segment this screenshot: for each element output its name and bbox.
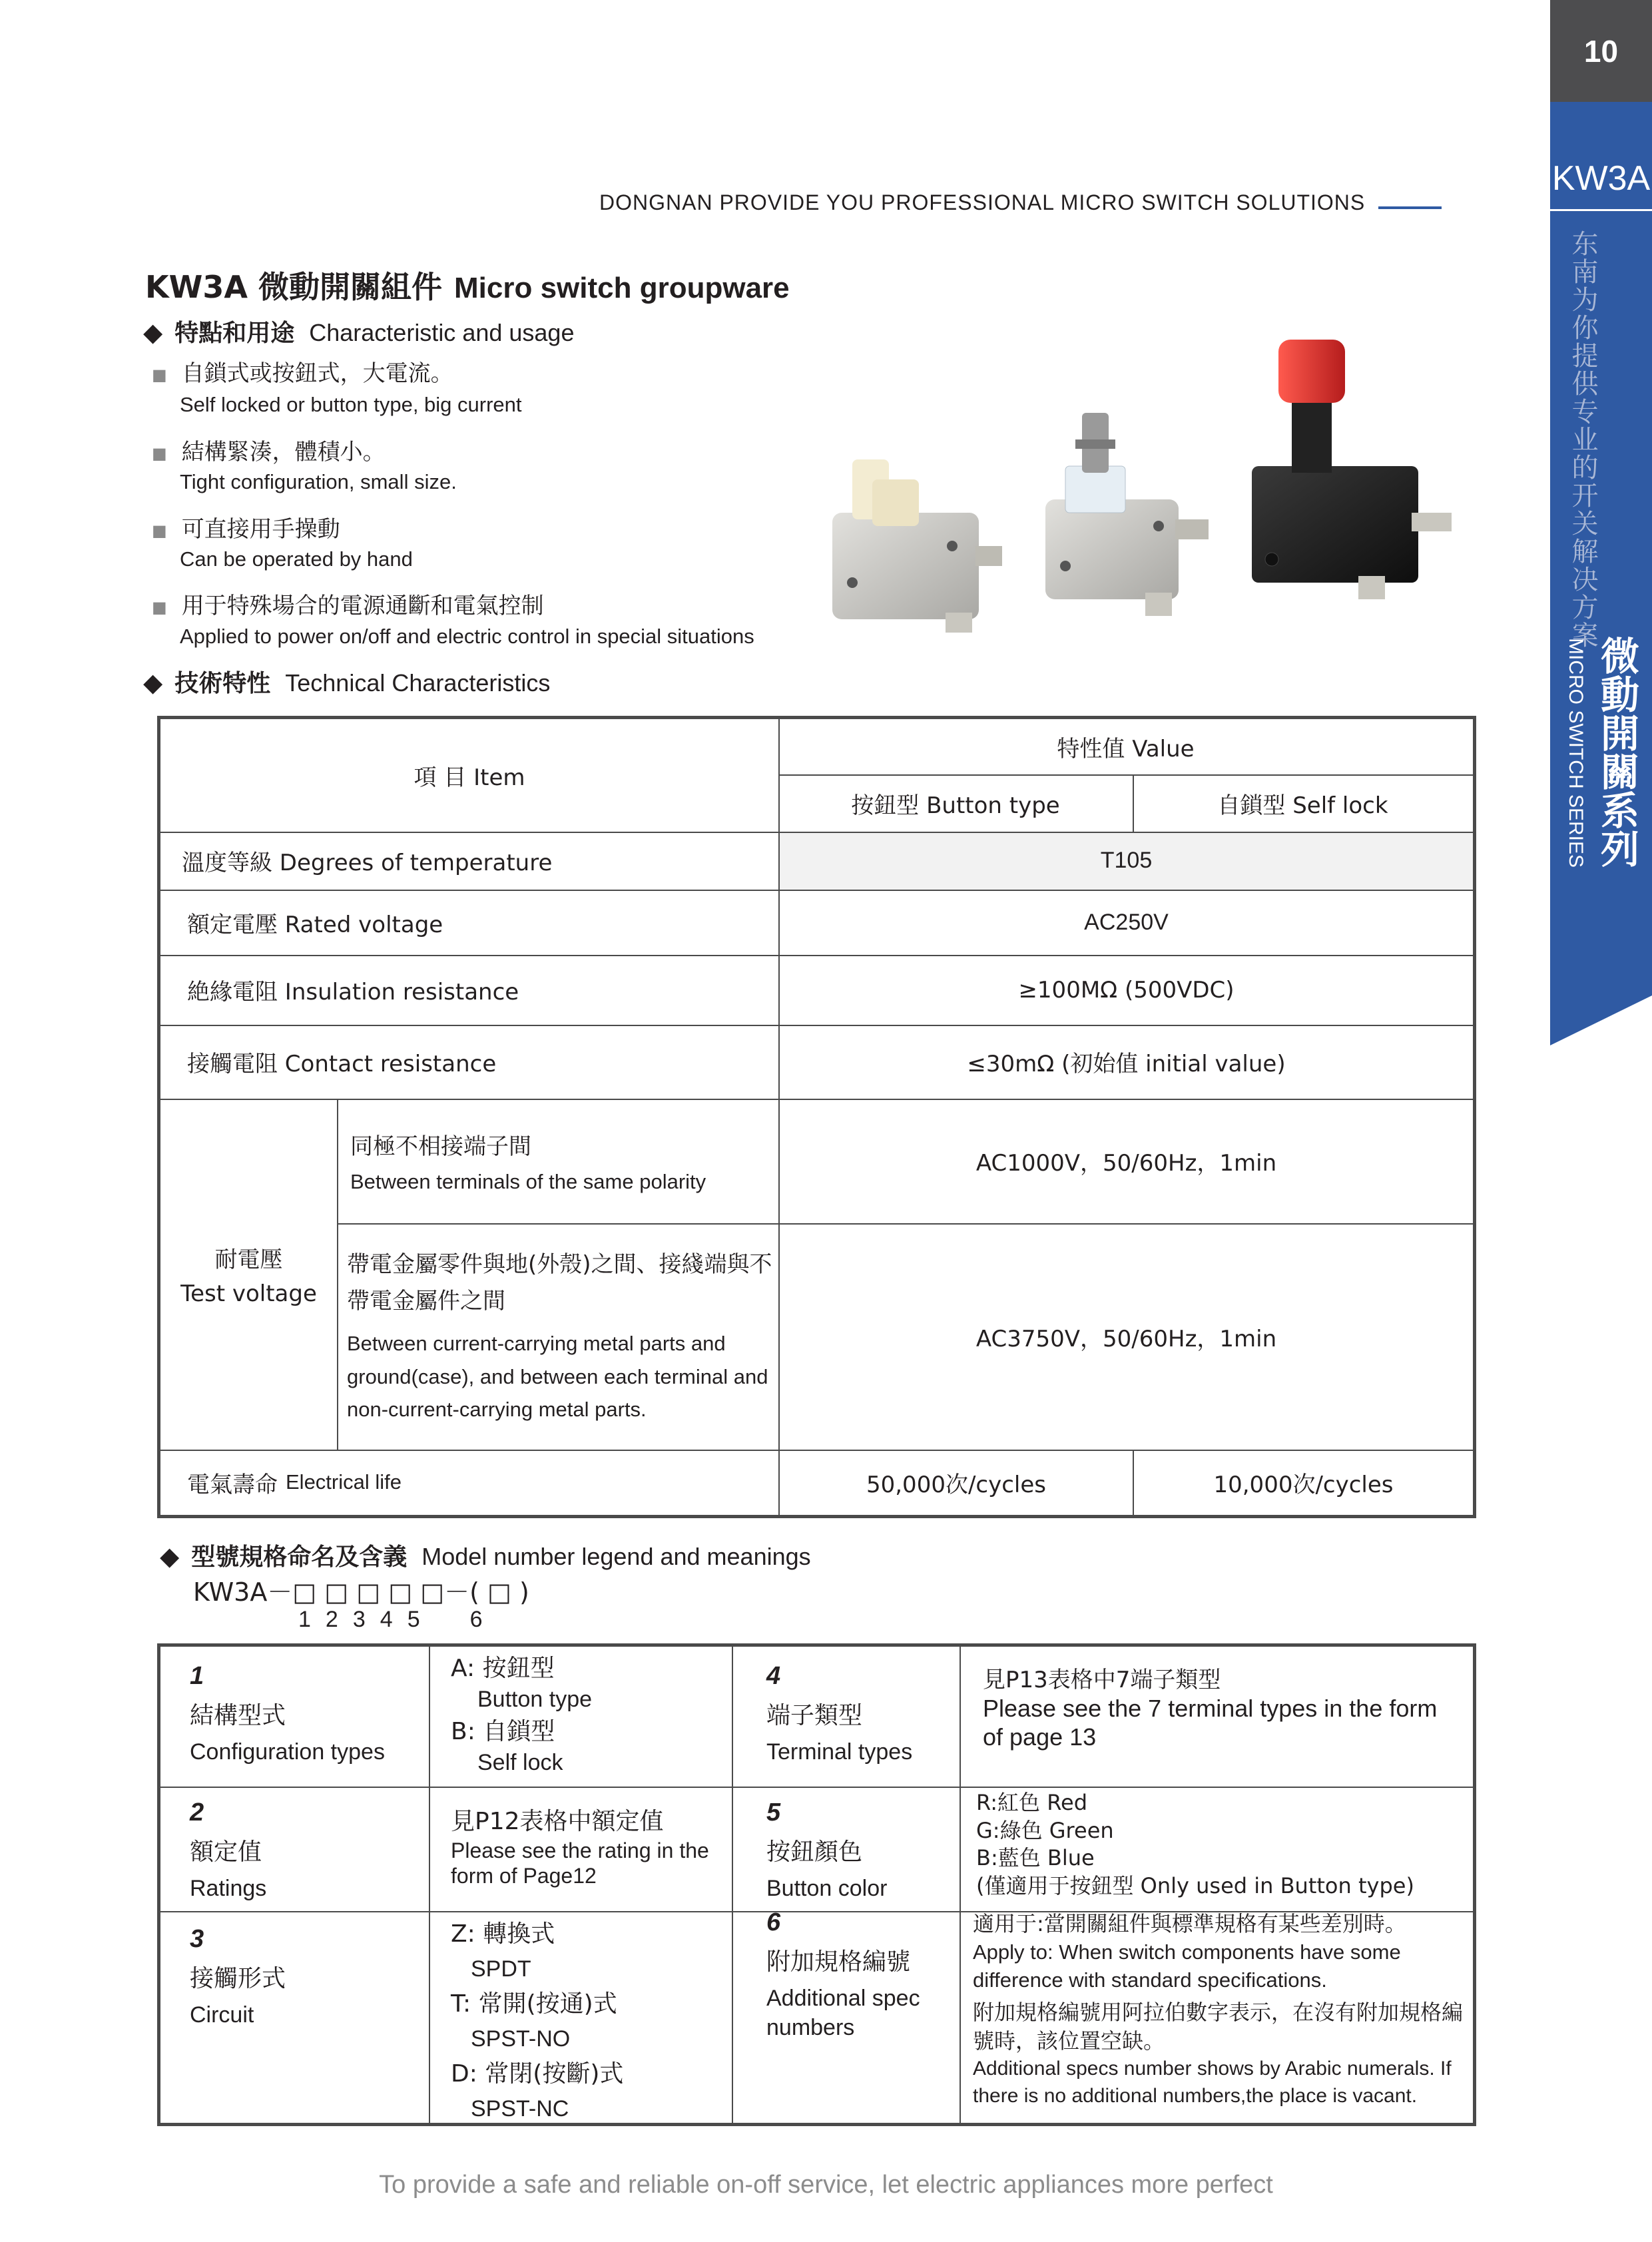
grid-line bbox=[337, 1099, 338, 1450]
legend-number: 6 bbox=[766, 1908, 781, 1936]
button-type-header: 按鈕型 Button type bbox=[851, 792, 1060, 819]
model-index: 2 bbox=[325, 1607, 338, 1632]
side-series-cn: 微動開關系列 bbox=[1594, 636, 1639, 868]
item-header: 項 目 Item bbox=[413, 764, 525, 791]
diamond-icon: ◆ bbox=[143, 318, 163, 347]
feature-item bbox=[152, 355, 453, 388]
feature-en: Applied to power on/off and electric control in special situations bbox=[180, 625, 754, 648]
legend-en: Configuration types bbox=[190, 1739, 385, 1765]
model-index: 3 bbox=[352, 1607, 366, 1632]
legend-item-2 bbox=[190, 1797, 423, 1903]
legend-colors-5 bbox=[976, 1789, 1469, 1900]
footer-slogan: To provide a safe and reliable on-off service, let electric appliances more perfect bbox=[379, 2171, 1273, 2199]
page-number: 10 bbox=[1550, 0, 1652, 102]
rating-en: Please see the rating in the form of Page12 bbox=[451, 1838, 709, 1888]
same-polarity-label bbox=[350, 1099, 776, 1223]
feature-cn: 用于特殊場合的電源通斷和電氣控制 bbox=[181, 593, 544, 619]
feature-item bbox=[152, 587, 544, 620]
section-en: Technical Characteristics bbox=[285, 669, 551, 697]
model-index: 4 bbox=[380, 1607, 393, 1632]
spec-en-2: Additional specs number shows by Arabic numerals. If there is no additional numbers,the place is vacant. bbox=[973, 2058, 1452, 2107]
ground-cn: 帶電金屬零件與地(外殼)之間、接綫端與不帶電金屬件之間 bbox=[347, 1251, 772, 1314]
header-slogan: DONGNAN PROVIDE YOU PROFESSIONAL MICRO SWITCH SOLUTIONS bbox=[599, 190, 1366, 214]
color-option: G:綠色 Green bbox=[976, 1817, 1114, 1843]
feature-item bbox=[152, 511, 340, 543]
spec-cn-2: 附加規格編號用阿拉伯數字表示，在沒有附加規格編號時，該位置空缺。 bbox=[973, 1999, 1464, 2054]
grid-line bbox=[960, 1647, 961, 2123]
legend-number: 1 bbox=[190, 1662, 204, 1690]
side-model-label: KW3A bbox=[1551, 159, 1651, 198]
diamond-icon: ◆ bbox=[143, 668, 163, 697]
test-voltage-label bbox=[160, 1099, 337, 1450]
legend-en: Terminal types bbox=[766, 1739, 913, 1765]
electrical-life-label bbox=[187, 1450, 773, 1515]
voltage-value: AC250V bbox=[1084, 909, 1169, 935]
square-bullet-icon: ■ bbox=[152, 521, 167, 540]
legend-text-4 bbox=[983, 1667, 1462, 1751]
legend-text-2 bbox=[451, 1807, 717, 1889]
feature-cn: 可直接用手操動 bbox=[181, 516, 340, 543]
legend-cn: 端子類型 bbox=[766, 1702, 863, 1730]
same-polarity-cn: 同極不相接端子間 bbox=[350, 1133, 531, 1160]
life-cn: 電氣壽命 bbox=[187, 1471, 278, 1498]
color-note: (僅適用于按鈕型 Only used in Button type) bbox=[976, 1872, 1414, 1898]
legend-table bbox=[157, 1643, 1476, 2126]
ground-value: AC3750V，50/60Hz，1min bbox=[975, 1325, 1277, 1352]
section-cn: 型號規格命名及含義 bbox=[191, 1543, 408, 1571]
model-index: 6 bbox=[469, 1607, 483, 1632]
option-cn: D: 常閉(按斷)式 bbox=[451, 2060, 624, 2088]
test-voltage-cn: 耐電壓 bbox=[214, 1247, 283, 1273]
model-index: 5 bbox=[407, 1607, 420, 1632]
option-cn: A: 按鈕型 bbox=[451, 1655, 555, 1682]
option-en: Button type bbox=[477, 1686, 593, 1712]
life-en: Electrical life bbox=[286, 1470, 402, 1494]
option-en: SPST-NO bbox=[471, 2026, 571, 2052]
rating-cn: 見P12表格中額定值 bbox=[451, 1808, 664, 1835]
self-lock-header: 自鎖型 Self lock bbox=[1217, 792, 1388, 819]
section-technical bbox=[143, 665, 550, 699]
legend-cn: 按鈕顏色 bbox=[766, 1838, 863, 1866]
section-cn: 特點和用途 bbox=[174, 320, 295, 347]
side-slogan-cn: 东南为你提供专业的开关解决方案 bbox=[1567, 230, 1598, 649]
option-cn: B: 自鎖型 bbox=[451, 1717, 555, 1745]
ground-label bbox=[347, 1223, 773, 1450]
page-title bbox=[145, 263, 790, 307]
spec-en-1: Apply to: When switch components have some difference with standard specifications. bbox=[973, 1940, 1401, 1992]
self-lock-switch bbox=[832, 459, 1002, 633]
legend-en: Additional spec numbers bbox=[766, 1986, 920, 2041]
legend-en: Button color bbox=[766, 1876, 888, 1902]
feature-cn: 結構緊湊，體積小。 bbox=[181, 439, 386, 465]
voltage-label: 額定電壓 Rated voltage bbox=[187, 911, 443, 938]
legend-cn: 結構型式 bbox=[190, 1702, 286, 1730]
square-bullet-icon: ■ bbox=[152, 365, 167, 384]
legend-number: 4 bbox=[766, 1662, 781, 1690]
diamond-icon: ◆ bbox=[160, 1541, 180, 1571]
model-index: 1 bbox=[298, 1607, 311, 1632]
title-cn: KW3A 微動開關組件 bbox=[145, 269, 443, 305]
legend-options-3 bbox=[451, 1916, 724, 2126]
temperature-label: 溫度等級 Degrees of temperature bbox=[182, 850, 553, 876]
contact-label: 接觸電阻 Contact resistance bbox=[187, 1051, 497, 1077]
option-cn: T: 常開(按通)式 bbox=[451, 1990, 617, 2018]
legend-cn: 額定值 bbox=[190, 1838, 262, 1866]
button-type-switch bbox=[1045, 413, 1209, 616]
temperature-value: T105 bbox=[1100, 848, 1153, 873]
option-en: SPDT bbox=[471, 1956, 531, 1982]
option-en: SPST-NC bbox=[471, 2096, 569, 2121]
legend-cn: 附加規格編號 bbox=[766, 1948, 911, 1976]
legend-options-1 bbox=[451, 1653, 724, 1777]
color-option: R:紅色 Red bbox=[976, 1790, 1088, 1815]
spec-cn-1: 適用于:當開關組件與標準規格有某些差別時。 bbox=[973, 1911, 1406, 1936]
model-code: KW3A－□ □ □ □ □－( □ ) bbox=[193, 1577, 529, 1607]
feature-cn: 自鎖式或按鈕式，大電流。 bbox=[181, 360, 453, 387]
option-cn: Z: 轉換式 bbox=[451, 1920, 555, 1948]
grid-line bbox=[429, 1647, 430, 2123]
square-bullet-icon: ■ bbox=[152, 443, 167, 463]
grid-line bbox=[732, 1647, 733, 2123]
section-model-legend bbox=[160, 1538, 811, 1572]
legend-en: Ratings bbox=[190, 1876, 267, 1902]
legend-cn: 接觸形式 bbox=[190, 1965, 286, 1993]
legend-number: 5 bbox=[766, 1799, 781, 1826]
legend-item-3 bbox=[190, 1923, 423, 2030]
legend-item-5 bbox=[766, 1797, 953, 1903]
value-header: 特性值 Value bbox=[1057, 736, 1195, 762]
terminal-cn: 見P13表格中7端子類型 bbox=[983, 1667, 1221, 1693]
same-polarity-value: AC1000V，50/60Hz，1min bbox=[975, 1150, 1277, 1177]
section-en: Characteristic and usage bbox=[309, 319, 575, 346]
header-rule bbox=[1378, 206, 1442, 209]
feature-item bbox=[152, 433, 386, 466]
legend-en: Circuit bbox=[190, 2002, 254, 2028]
technical-table bbox=[157, 716, 1476, 1518]
legend-item-6 bbox=[766, 1906, 953, 2043]
legend-number: 3 bbox=[190, 1925, 204, 1953]
life-self-lock-value: 10,000次/cycles bbox=[1213, 1471, 1394, 1498]
option-en: Self lock bbox=[477, 1749, 563, 1775]
ground-en: Between current-carrying metal parts and ground(case), and between each terminal and non-current-carrying metal parts. bbox=[347, 1332, 768, 1422]
feature-en: Self locked or button type, big current bbox=[180, 393, 522, 416]
legend-text-6 bbox=[973, 1910, 1466, 2109]
legend-number: 2 bbox=[190, 1799, 204, 1826]
section-characteristics bbox=[143, 314, 574, 348]
feature-en: Tight configuration, small size. bbox=[180, 470, 457, 493]
section-cn: 技術特性 bbox=[174, 670, 271, 697]
square-bullet-icon: ■ bbox=[152, 597, 167, 617]
legend-item-4 bbox=[766, 1660, 953, 1767]
insulation-label: 絶緣電阻 Insulation resistance bbox=[187, 979, 519, 1005]
contact-value: ≤30mΩ (初始值 initial value) bbox=[967, 1051, 1286, 1077]
grid-line bbox=[160, 1787, 1473, 1788]
same-polarity-en: Between terminals of the same polarity bbox=[350, 1170, 706, 1193]
legend-item-1 bbox=[190, 1660, 423, 1767]
product-photo bbox=[812, 326, 1465, 646]
model-indices bbox=[298, 1607, 483, 1633]
insulation-value: ≥100MΩ (500VDC) bbox=[1018, 976, 1235, 1003]
terminal-en: Please see the 7 terminal types in the form of page 13 bbox=[983, 1694, 1438, 1751]
title-en: Micro switch groupware bbox=[454, 272, 790, 304]
side-series-en: MICRO SWITCH SERIES bbox=[1565, 638, 1587, 868]
life-button-value: 50,000次/cycles bbox=[866, 1471, 1046, 1498]
test-voltage-en: Test voltage bbox=[180, 1280, 317, 1307]
section-en: Model number legend and meanings bbox=[421, 1543, 811, 1570]
color-option: B:藍色 Blue bbox=[976, 1845, 1095, 1871]
feature-en: Can be operated by hand bbox=[180, 547, 413, 571]
side-divider bbox=[1550, 209, 1652, 211]
red-knob-switch bbox=[1252, 340, 1452, 599]
